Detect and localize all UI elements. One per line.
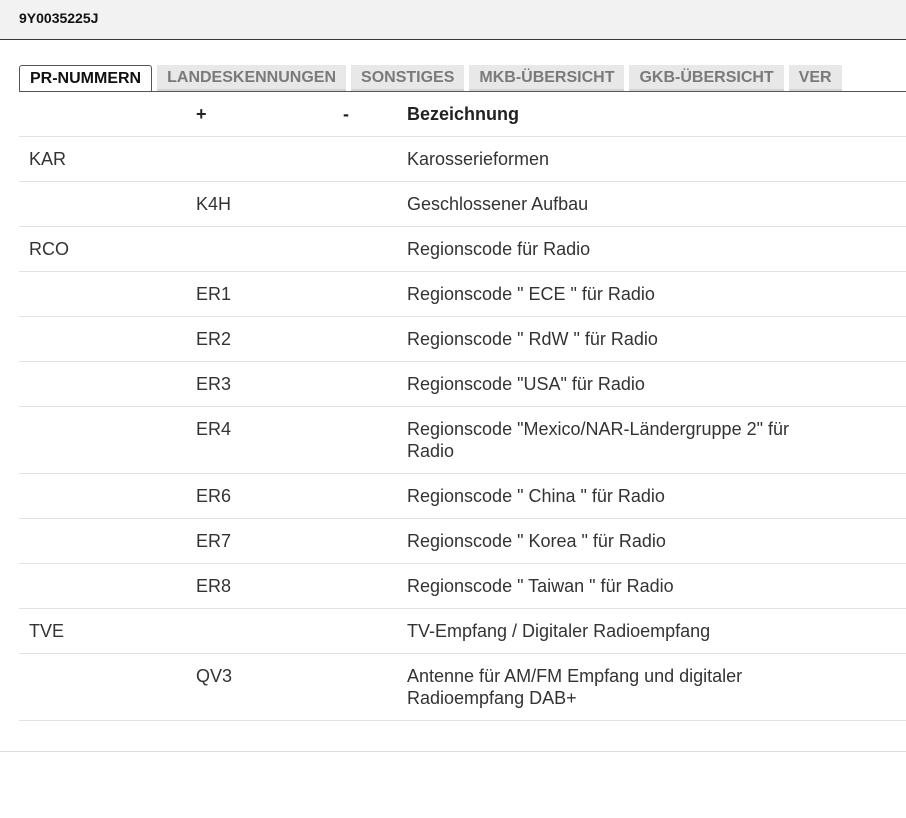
cell-description: Regionscode " China " für Radio — [407, 474, 906, 519]
cell-plus: ER2 — [186, 317, 343, 362]
cell-minus — [343, 182, 407, 227]
cell-description: TV-Empfang / Digitaler Radioempfang — [407, 609, 906, 654]
table-row — [19, 609, 906, 654]
tab-gkb-uebersicht[interactable]: GKB-ÜBERSICHT — [629, 65, 783, 91]
cell-minus — [343, 362, 407, 407]
tab-ver[interactable]: VER — [789, 65, 842, 91]
tab-bar — [19, 65, 906, 91]
cell-description: Regionscode " RdW " für Radio — [407, 317, 906, 362]
cell-family: RCO — [19, 227, 186, 272]
column-header-family — [19, 92, 186, 137]
table-row — [19, 272, 906, 317]
cell-family — [19, 407, 186, 474]
table-row — [19, 137, 906, 182]
cell-minus — [343, 407, 407, 474]
cell-description: Geschlossener Aufbau — [407, 182, 906, 227]
column-header-description: Bezeichnung — [407, 92, 906, 137]
cell-family — [19, 182, 186, 227]
cell-plus: K4H — [186, 182, 343, 227]
cell-description: Antenne für AM/FM Empfang und digitaler Radioempfang DAB+ — [407, 654, 906, 721]
cell-plus — [186, 227, 343, 272]
cell-plus: ER3 — [186, 362, 343, 407]
cell-plus: ER8 — [186, 564, 343, 609]
cell-minus — [343, 272, 407, 317]
cell-minus — [343, 609, 407, 654]
table-row — [19, 227, 906, 272]
cell-plus: QV3 — [186, 654, 343, 721]
cell-minus — [343, 227, 407, 272]
table-row — [19, 519, 906, 564]
pr-number-table — [19, 91, 906, 721]
column-header-minus: - — [343, 92, 407, 137]
cell-minus — [343, 474, 407, 519]
cell-plus — [186, 609, 343, 654]
table-header-row — [19, 92, 906, 137]
cell-family — [19, 654, 186, 721]
cell-family — [19, 564, 186, 609]
column-header-plus: + — [186, 92, 343, 137]
cell-description: Regionscode "USA" für Radio — [407, 362, 906, 407]
cell-minus — [343, 564, 407, 609]
cell-plus: ER7 — [186, 519, 343, 564]
cell-plus: ER1 — [186, 272, 343, 317]
cell-description: Regionscode " Korea " für Radio — [407, 519, 906, 564]
tab-pr-nummern[interactable]: PR-NUMMERN — [19, 65, 152, 91]
table-row — [19, 317, 906, 362]
tab-sonstiges[interactable]: SONSTIGES — [351, 65, 464, 91]
cell-family — [19, 519, 186, 564]
cell-plus: ER4 — [186, 407, 343, 474]
bottom-divider — [0, 751, 906, 752]
cell-family: KAR — [19, 137, 186, 182]
cell-description: Karosserieformen — [407, 137, 906, 182]
table-row — [19, 407, 906, 474]
cell-family — [19, 272, 186, 317]
cell-description: Regionscode " Taiwan " für Radio — [407, 564, 906, 609]
table-row — [19, 474, 906, 519]
cell-description: Regionscode für Radio — [407, 227, 906, 272]
cell-family: TVE — [19, 609, 186, 654]
table-row — [19, 654, 906, 721]
tab-mkb-uebersicht[interactable]: MKB-ÜBERSICHT — [469, 65, 624, 91]
cell-description: Regionscode " ECE " für Radio — [407, 272, 906, 317]
cell-family — [19, 474, 186, 519]
table-row — [19, 564, 906, 609]
cell-minus — [343, 654, 407, 721]
cell-minus — [343, 317, 407, 362]
cell-family — [19, 317, 186, 362]
tab-landeskennungen[interactable]: LANDESKENNUNGEN — [157, 65, 346, 91]
table-row — [19, 182, 906, 227]
cell-plus — [186, 137, 343, 182]
cell-minus — [343, 137, 407, 182]
cell-plus: ER6 — [186, 474, 343, 519]
cell-minus — [343, 519, 407, 564]
page-title: 9Y0035225J — [19, 10, 99, 26]
cell-description: Regionscode "Mexico/NAR-Ländergruppe 2" für Radio — [407, 407, 906, 474]
cell-family — [19, 362, 186, 407]
page-header — [0, 0, 906, 40]
table-row — [19, 362, 906, 407]
